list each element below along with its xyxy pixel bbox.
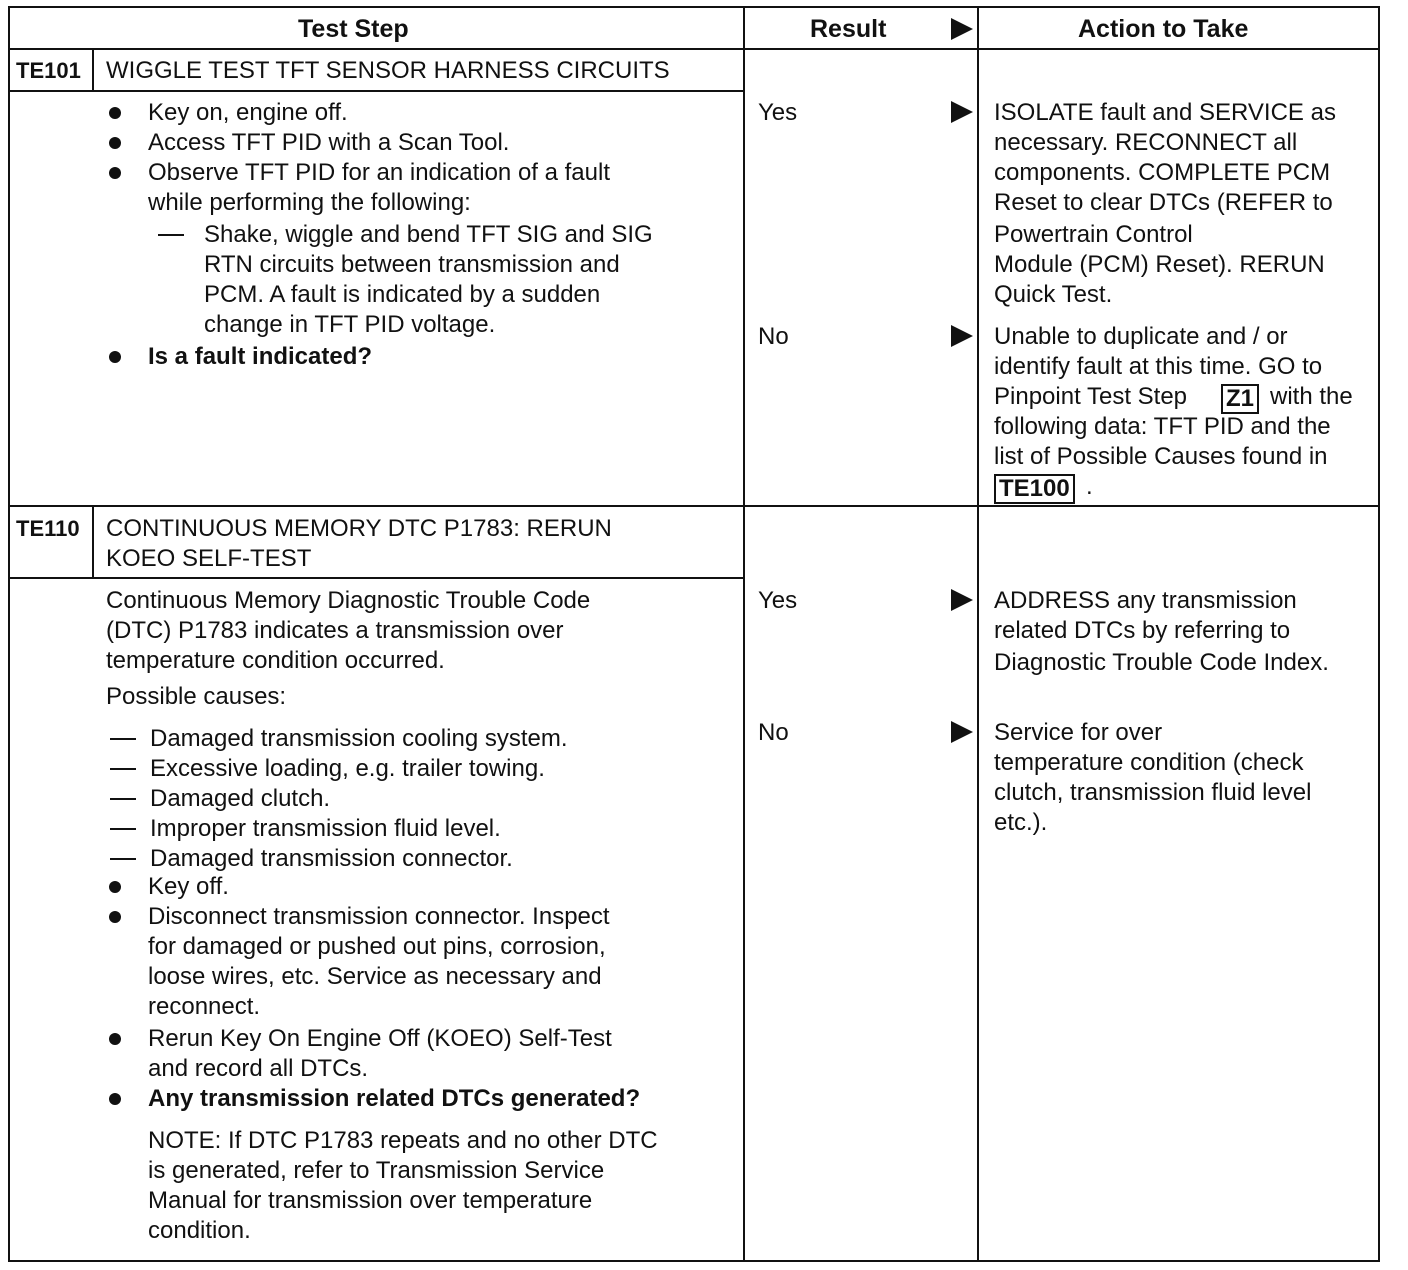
te110-bullet-cont: reconnect.	[148, 993, 261, 1020]
te110-yes-action: ADDRESS any transmission	[994, 587, 1297, 614]
te110-result-no: No	[758, 719, 789, 746]
te110-no-action: clutch, transmission fluid level	[994, 779, 1312, 806]
te101-yes-action: Module (PCM) Reset). RERUN	[994, 251, 1325, 278]
te110-intro: temperature condition occurred.	[106, 647, 445, 674]
te101-yes-action: ISOLATE fault and SERVICE as	[994, 99, 1336, 126]
te101-no-action: .	[1086, 473, 1093, 500]
result-arrow-icon	[951, 589, 973, 611]
te101-no-action: Unable to duplicate and / or	[994, 323, 1288, 350]
te101-yes-action: Quick Test.	[994, 281, 1113, 308]
pinpoint-step-link[interactable]: Z1	[1221, 384, 1259, 414]
header-arrow-icon	[951, 18, 973, 40]
te110-step-id: TE110	[16, 516, 80, 541]
te101-yes-action: Reset to clear DTCs (REFER to	[994, 189, 1333, 216]
te101-id-divider	[92, 48, 94, 90]
te101-yes-action: Powertrain Control	[994, 221, 1193, 248]
te101-sub-line: PCM. A fault is indicated by a sudden	[204, 281, 601, 308]
te101-no-action: Pinpoint Test Step	[994, 383, 1188, 410]
te101-bullet: Access TFT PID with a Scan Tool.	[148, 129, 510, 156]
te101-question: Is a fault indicated?	[148, 343, 373, 370]
te110-yes-action: Diagnostic Trouble Code Index.	[994, 649, 1329, 676]
cause-item: Improper transmission fluid level.	[150, 815, 501, 842]
te110-id-divider	[92, 505, 94, 577]
result-arrow-icon	[951, 721, 973, 743]
header-action: Action to Take	[1078, 15, 1249, 43]
te110-bullet-cont: for damaged or pushed out pins, corrosion,	[148, 933, 606, 960]
te110-note: condition.	[148, 1217, 251, 1244]
cause-item: Damaged transmission cooling system.	[150, 725, 568, 752]
te110-yes-action: related DTCs by referring to	[994, 617, 1291, 644]
te110-title-bottom	[8, 577, 743, 579]
cause-item: Damaged clutch.	[150, 785, 331, 812]
te110-intro: (DTC) P1783 indicates a transmission over	[106, 617, 564, 644]
te110-bullet: Key off.	[148, 873, 229, 900]
te110-bullet: Rerun Key On Engine Off (KOEO) Self-Test	[148, 1025, 612, 1052]
te110-no-action: etc.).	[994, 809, 1048, 836]
te110-title: KOEO SELF-TEST	[106, 545, 312, 572]
te110-bullet-cont: loose wires, etc. Service as necessary and	[148, 963, 602, 990]
te101-no-action: list of Possible Causes found in	[994, 443, 1328, 470]
te110-result-yes: Yes	[758, 587, 798, 614]
column-divider-result	[743, 6, 745, 1260]
bullet-icon	[109, 881, 121, 893]
te110-title: CONTINUOUS MEMORY DTC P1783: RERUN	[106, 515, 612, 542]
dash-icon	[110, 858, 136, 860]
dash-icon	[110, 798, 136, 800]
cause-item: Damaged transmission connector.	[150, 845, 513, 872]
bullet-icon	[109, 351, 121, 363]
bullet-icon	[109, 167, 121, 179]
te101-sub-line: change in TFT PID voltage.	[204, 311, 496, 338]
cause-item: Excessive loading, e.g. trailer towing.	[150, 755, 545, 782]
te101-bullet-cont: while performing the following:	[148, 189, 471, 216]
bullet-icon	[109, 137, 121, 149]
te101-no-action: with the	[1270, 383, 1353, 410]
dash-icon	[110, 768, 136, 770]
dash-icon	[110, 738, 136, 740]
te101-title: WIGGLE TEST TFT SENSOR HARNESS CIRCUITS	[106, 57, 670, 84]
te101-title-bottom	[8, 90, 743, 92]
te110-no-action: temperature condition (check	[994, 749, 1304, 776]
te110-bullet-cont: and record all DTCs.	[148, 1055, 369, 1082]
te110-question: Any transmission related DTCs generated?	[148, 1085, 641, 1112]
bullet-icon	[109, 1093, 121, 1105]
step-reference-link[interactable]: TE100	[994, 474, 1075, 504]
te110-no-action: Service for over	[994, 719, 1163, 746]
te101-sub-line: RTN circuits between transmission and	[204, 251, 620, 278]
header-test-step: Test Step	[298, 15, 409, 43]
dash-icon	[110, 828, 136, 830]
header-divider	[8, 48, 1380, 50]
column-divider-action	[977, 6, 979, 1260]
te101-step-id: TE101	[16, 58, 81, 83]
dash-icon	[158, 234, 184, 236]
te101-bullet: Observe TFT PID for an indication of a fault	[148, 159, 610, 186]
te110-bullet: Disconnect transmission connector. Inspect	[148, 903, 610, 930]
te101-sub-line: Shake, wiggle and bend TFT SIG and SIG	[204, 221, 653, 248]
bullet-icon	[109, 107, 121, 119]
result-arrow-icon	[951, 101, 973, 123]
result-arrow-icon	[951, 325, 973, 347]
te101-yes-action: necessary. RECONNECT all	[994, 129, 1298, 156]
te101-no-action: following data: TFT PID and the	[994, 413, 1331, 440]
te101-result-no: No	[758, 323, 789, 350]
te101-bullet: Key on, engine off.	[148, 99, 348, 126]
te110-intro: Continuous Memory Diagnostic Trouble Code	[106, 587, 591, 614]
te101-result-yes: Yes	[758, 99, 798, 126]
te110-note: NOTE: If DTC P1783 repeats and no other DTC	[148, 1127, 658, 1154]
bullet-icon	[109, 1033, 121, 1045]
te101-no-action: identify fault at this time. GO to	[994, 353, 1323, 380]
te110-note: is generated, refer to Transmission Service	[148, 1157, 605, 1184]
possible-causes-label: Possible causes:	[106, 683, 287, 710]
bullet-icon	[109, 911, 121, 923]
row-divider	[8, 505, 1380, 507]
header-result: Result	[810, 15, 887, 43]
te101-yes-action: components. COMPLETE PCM	[994, 159, 1331, 186]
te110-note: Manual for transmission over temperature	[148, 1187, 593, 1214]
